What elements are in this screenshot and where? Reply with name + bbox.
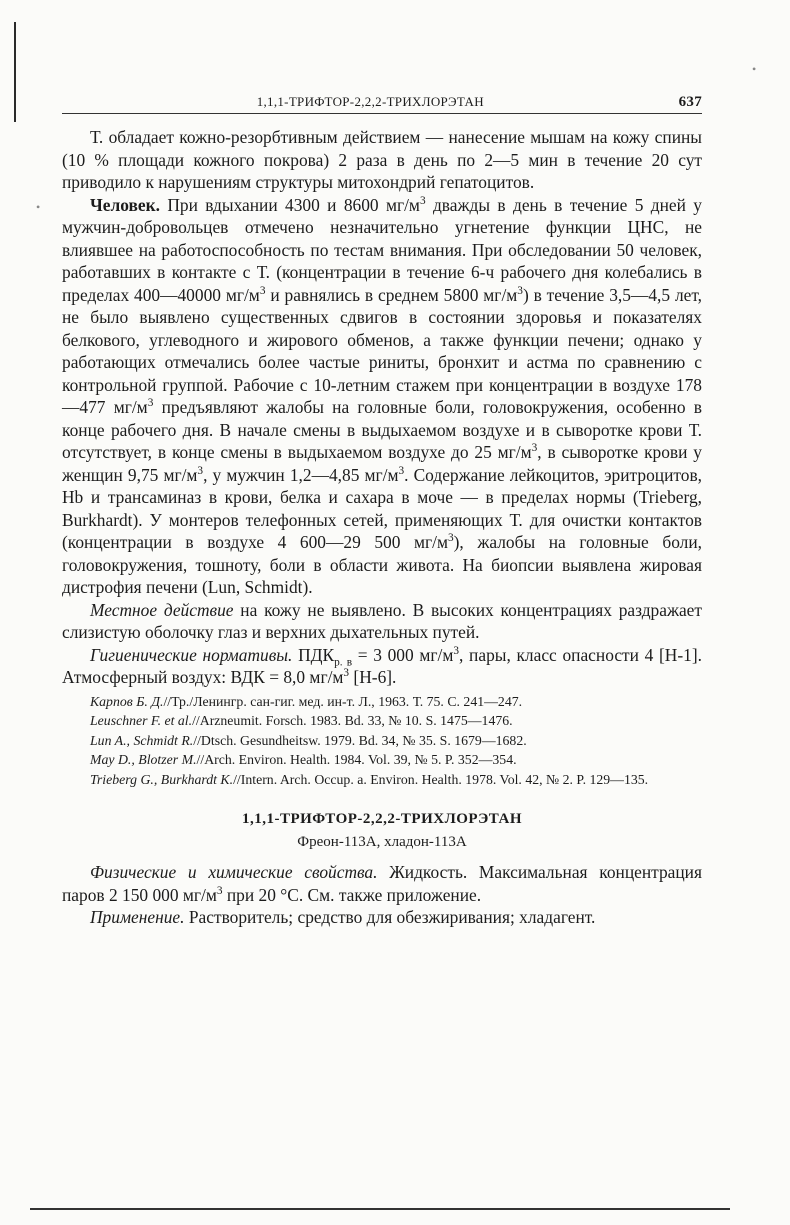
scan-bottom-line xyxy=(30,1208,730,1210)
label-human: Человек. xyxy=(90,194,160,215)
reference-item: Карпов Б. Д.//Тр./Ленингр. сан-гиг. мед. ин-т. Л., 1963. Т. 75. С. 241—247. xyxy=(90,693,523,709)
label-local-action: Местное действие xyxy=(90,599,234,620)
paragraph-properties: Физические и химические свойства. Жидкость. Максимальная концентрация паров 2 150 000 $мг/м^3$ при 20 °С. См. также приложение. xyxy=(62,862,702,905)
page xyxy=(62,94,702,929)
label-properties: Физические и химические свойства. xyxy=(90,862,378,882)
reference-item: Lun A., Schmidt R.//Dtsch. Gesundheitsw. 1979. Bd. 34, № 35. S. 1679—1682. xyxy=(90,732,527,748)
section-subtitle: Фреон-113А, хладон-113А xyxy=(297,834,467,850)
paragraph-application: Применение. Растворитель; средство для обезжиривания; хладагент. xyxy=(90,907,596,927)
label-hygiene-norms: Гигиенические нормативы. xyxy=(90,644,293,665)
paragraph-local-action: Местное действие на кожу не выявлено. В высоких концентрациях раздражает слизистую оболочку глаз и верхних дыхательных путей. xyxy=(62,599,703,642)
scan-speck: • xyxy=(36,200,41,214)
section-title: 1,1,1-ТРИФТОР-2,2,2-ТРИХЛОРЭТАН xyxy=(241,811,523,827)
running-title: 1,1,1-ТРИФТОР-2,2,2-ТРИХЛОРЭТАН xyxy=(256,94,484,109)
reference-item: Leuschner F. et al.//Arzneumit. Forsch. 1983. Bd. 33, № 10. S. 1475—1476. xyxy=(90,713,513,728)
paragraph-hygiene-norms: Гигиенические нормативы. $ПДК_{р. в} = 3$ 000 $мг/м^3$, пары, класс опасности 4 [Н-1]. Атмосферный воздух: ВДК = 8,0 $мг/м^3$ [Н-6]. xyxy=(62,644,702,687)
paragraph-human: Человек. При вдыхании 4300 и 8600 $мг/м^3$ дважды в день в течение 5 дней у мужчин-добровольцев отмечено незначительно угнетение функции ЦНС, не влиявшее на работоспособность по тестам внимания. При обследовании 50 человек, работавших в контакте с Т. (концентрации в течение 6-ч рабочего дня колебались в пределах 400—40000 $мг/м^3$ и равнялись в среднем 5800 $мг/м^3$) в течение 3,5—4,5 лет, не было выявлено существенных сдвигов в состоянии здоровья и показателях белкового, углеводного и жирового обменов, а также функции печени; однако у работающих отмечались более частые риниты, бронхит и астма по сравнению с контрольной группой. Рабочие с 10-летним стажем при концентрации в воздухе 178—477 $мг/м^3$ предъявляют жалобы на головные боли, головокружения, особенно в конце рабочего дня. В начале смены в выдыхаемом воздухе и в сыворотке крови Т. отсутствует, в конце смены в выдыхаемом воздухе до 25 $мг/м^3$, в сыворотке крови у женщин 9,75 $мг/м^3$, у мужчин 1,2—4,85 $мг/м^3$. Содержание лейкоцитов, эритроцитов, Hb и трансаминаз в крови, белка и сахара в моче — в пределах нормы (Trieberg, Burkhardt). У монтеров телефонных сетей, применяющих Т. для очистки контактов (концентрации в воздухе 4 600—29 500 $мг/м^3$), жалобы на головные боли, головокружения, тошноту, боли в области живота. На биопсии выявлена жировая дистрофия печени (Lun, Schmidt). xyxy=(62,194,703,597)
scan-margin-line xyxy=(14,22,16,122)
references xyxy=(62,694,702,788)
scan-speck: • xyxy=(752,62,757,76)
label-application: Применение. xyxy=(90,907,185,927)
paragraph-skin-action: Т. обладает кожно-резорбтивным действием — нанесение мышам на кожу спины (10 % площади кожного покрова) 2 раза в день по 2—5 мин в течение 20 сут приводило к нарушениям структуры митохондрий гепатоцитов. xyxy=(62,127,702,192)
reference-item: May D., Blotzer M.//Arch. Environ. Health. 1984. Vol. 39, № 5. P. 352—354. xyxy=(90,752,517,767)
reference-item: Trieberg G., Burkhardt K.//Intern. Arch. Occup. a. Environ. Health. 1978. Vol. 42, № 2. P. 129—135. xyxy=(90,771,649,787)
page-number: 637 xyxy=(678,94,702,110)
running-header xyxy=(62,94,702,114)
